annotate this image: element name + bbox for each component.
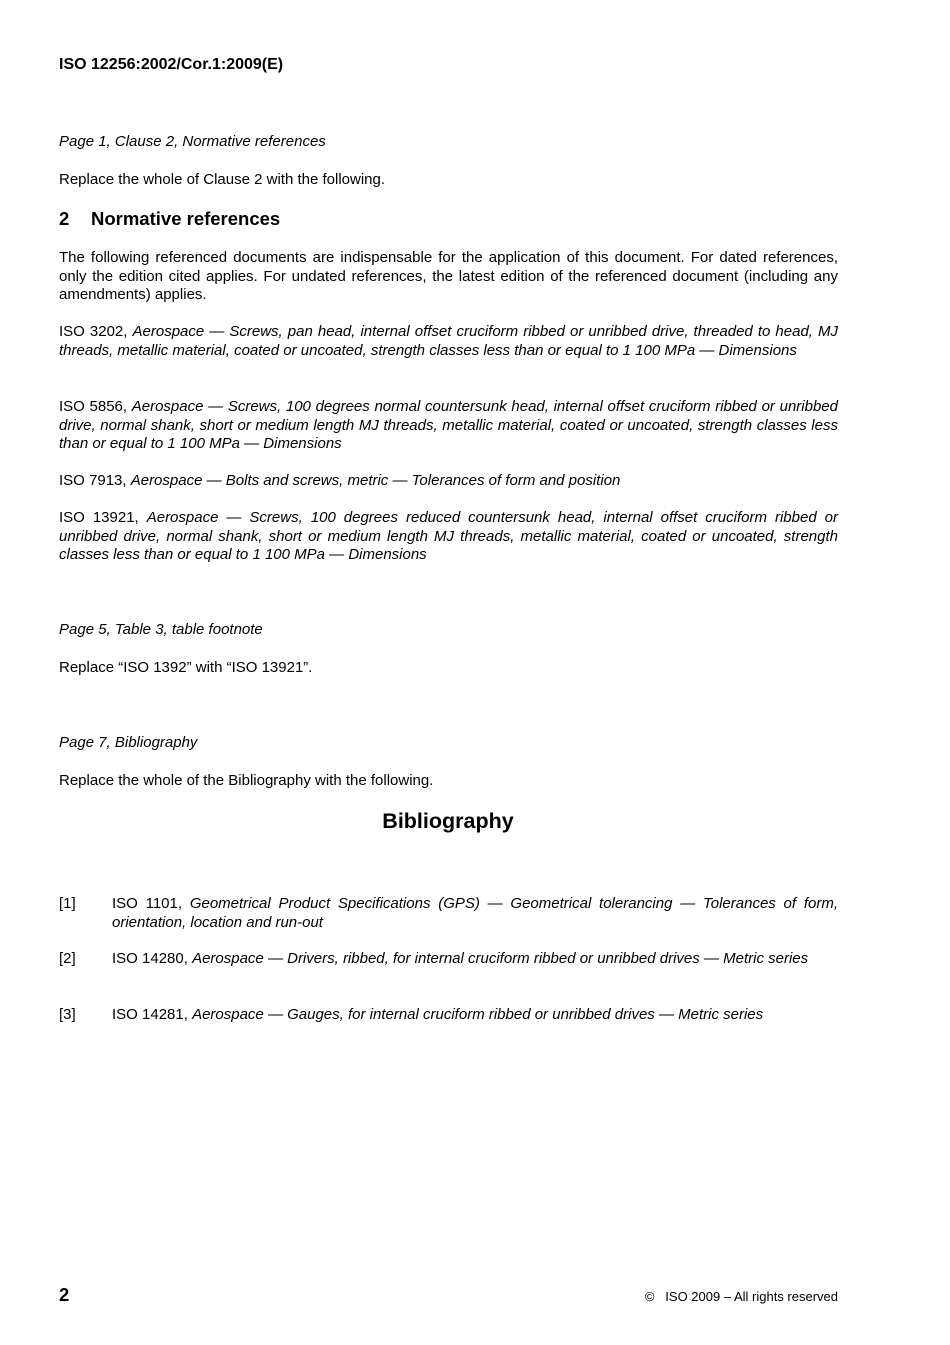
bibliography-entry-text [112,1006,838,1025]
reference-title: Aerospace — Screws, 100 degrees normal countersunk head, internal offset cruciform ribbed or unribbed drive, normal shank, short or medium length MJ threads, metallic material, coated or uncoated, strength classes less than or equal to 1 100 MPa — Dimensions [59,398,838,452]
correction-location-clause2: Page 1, Clause 2, Normative references [59,133,326,150]
bibliography-entry-text [112,895,838,932]
reference-id: ISO 5856, [59,398,128,415]
clause-title: Normative references [91,208,281,229]
reference-title: Aerospace — Bolts and screws, metric — Tolerances of form and position [130,472,621,489]
bibliography-entry-id: ISO 1101, [112,895,183,912]
bibliography-entry-text [112,950,838,969]
correction-location-bibliography: Page 7, Bibliography [59,734,198,751]
bibliography-entry [59,950,838,988]
clause-number: 2 [59,208,70,229]
bibliography-entry-title: Aerospace — Drivers, ribbed, for internal cruciform ribbed or unribbed drives — Metric series [192,950,809,967]
correction-instruction-table3: Replace “ISO 1392” with “ISO 13921”. [59,659,313,676]
bibliography-entry-id: ISO 14281, [112,1006,188,1023]
normative-reference [59,509,838,565]
normative-reference [59,398,838,454]
normative-reference [59,323,838,360]
bibliography-entry-number: [1] [59,895,76,912]
page-number: 2 [59,1284,70,1305]
document-id-header: ISO 12256:2002/Cor.1:2009(E) [59,56,284,73]
reference-id: ISO 7913, [59,472,127,489]
bibliography-entry [59,895,838,933]
reference-id: ISO 13921, [59,509,139,526]
bibliography-heading: Bibliography [382,809,514,833]
clause-intro-paragraph: The following referenced documents are indispensable for the application of this document. For dated references, only the edition cited applies. For undated references, the latest edition of the referenced document (including any amendments) applies. [59,249,838,303]
correction-instruction-clause2: Replace the whole of Clause 2 with the following. [59,171,386,188]
bibliography-entry [59,1006,838,1026]
bibliography-entry-id: ISO 14280, [112,950,188,967]
bibliography-entry-number: [2] [59,950,76,967]
reference-title: Aerospace — Screws, pan head, internal offset cruciform ribbed or unribbed drive, threaded to head, MJ threads, metallic material, coated or uncoated, strength classes less than or equal to 1 100 MPa — Dimensions [59,323,839,359]
bibliography-entry-number: [3] [59,1006,76,1023]
normative-reference [59,472,838,491]
reference-title: Aerospace — Screws, 100 degrees reduced countersunk head, internal offset cruciform ribbed or unribbed drive, normal shank, short or medium length MJ threads, metallic material, coated or uncoated, strength classes less than or equal to 1 100 MPa — Dimensions [59,509,838,563]
correction-location-table3: Page 5, Table 3, table footnote [59,621,263,638]
bibliography-entry-title: Aerospace — Gauges, for internal cruciform ribbed or unribbed drives — Metric series [192,1006,764,1023]
copyright-notice: © ISO 2009 – All rights reserved [644,1289,838,1304]
clause-heading [59,208,280,230]
reference-id: ISO 3202, [59,323,128,340]
bibliography-entry-title: Geometrical Product Specifications (GPS) — Geometrical tolerancing — Tolerances of form, orientation, location and run-out [112,895,839,931]
correction-instruction-bibliography: Replace the whole of the Bibliography with the following. [59,772,434,789]
